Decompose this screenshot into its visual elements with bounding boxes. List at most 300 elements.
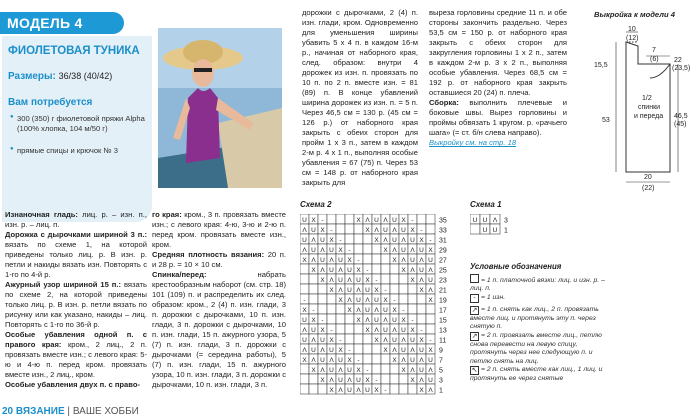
grid-stitch-symbol: Λ <box>383 237 388 244</box>
grid-stitch-symbol: U <box>410 237 415 244</box>
grid-stitch-symbol: X <box>419 287 424 294</box>
grid-stitch-symbol: Λ <box>392 347 397 354</box>
grid-stitch-symbol: U <box>302 317 307 324</box>
grid-stitch-symbol: X <box>401 267 406 274</box>
grid-stitch-symbol: - <box>303 297 306 304</box>
grid-cell <box>336 314 345 324</box>
grid-stitch-symbol: X <box>338 347 343 354</box>
row-number: 19 <box>439 297 447 305</box>
grid-cell <box>336 214 345 224</box>
grid-stitch-symbol: Λ <box>374 307 379 314</box>
scheme1-title: Схема 1 <box>470 200 502 209</box>
grid-cell <box>372 354 381 364</box>
grid-stitch-symbol: U <box>338 357 343 364</box>
row-number: 15 <box>439 317 447 325</box>
row-number: 35 <box>439 217 447 225</box>
grid-cell <box>390 284 399 294</box>
grid-stitch-symbol: - <box>429 337 432 344</box>
grid-stitch-symbol: Λ <box>410 347 415 354</box>
grid-stitch-symbol: Λ <box>392 247 397 254</box>
grid-stitch-symbol: U <box>472 217 478 224</box>
grid-cell <box>345 214 354 224</box>
grid-stitch-symbol: U <box>320 337 325 344</box>
grid-stitch-symbol: Λ <box>428 367 433 374</box>
grid-cell <box>327 314 336 324</box>
grid-stitch-symbol: X <box>320 327 325 334</box>
grid-stitch-symbol: Λ <box>401 237 406 244</box>
grid-stitch-symbol: X <box>347 357 352 364</box>
grid-stitch-symbol: X <box>311 267 316 274</box>
grid-stitch-symbol: U <box>419 367 424 374</box>
grid-stitch-symbol: Λ <box>365 297 370 304</box>
grid-stitch-symbol: X <box>419 337 424 344</box>
dim-shoulder-alt: (6) <box>650 56 659 63</box>
grid-cell <box>318 304 327 314</box>
row-number: 1 <box>439 387 443 395</box>
grid-stitch-symbol: U <box>428 277 433 284</box>
grid-stitch-symbol: X <box>329 237 334 244</box>
grid-stitch-symbol: Λ <box>428 387 433 394</box>
dim-hem-width-alt: (22) <box>642 185 655 192</box>
page-number: 20 <box>2 406 14 417</box>
grid-stitch-symbol: - <box>411 217 414 224</box>
grid-cell <box>309 384 318 394</box>
grid-stitch-symbol: Λ <box>347 377 352 384</box>
row-number: 1 <box>504 227 508 235</box>
grid-stitch-symbol: Λ <box>347 277 352 284</box>
grid-stitch-symbol: U <box>428 377 433 384</box>
row-number: 9 <box>439 347 443 355</box>
dim-neck-width-alt: (12) <box>626 35 639 42</box>
grid-cell <box>300 264 309 274</box>
grid-cell <box>363 254 372 264</box>
grid-stitch-symbol: Λ <box>419 377 424 384</box>
grid-stitch-symbol: U <box>410 357 415 364</box>
grid-cell <box>417 304 426 314</box>
grid-stitch-symbol: Λ <box>383 317 388 324</box>
row-number: 7 <box>439 357 443 365</box>
para-decrease-cont: го края: кром., 3 п. провязать вместе изн.; с левого края: 4-ю, 3-ю и 2-ю п. перед кром. провязать вместе изн., кром. <box>152 210 286 250</box>
grid-cell <box>381 354 390 364</box>
grid-cell <box>300 364 309 374</box>
grid-stitch-symbol: U <box>428 257 433 264</box>
grid-stitch-symbol: U <box>302 217 307 224</box>
grid-stitch-symbol: X <box>410 277 415 284</box>
grid-cell <box>327 294 336 304</box>
grid-stitch-symbol: U <box>338 377 343 384</box>
grid-stitch-symbol: Λ <box>329 357 334 364</box>
grid-stitch-symbol: Λ <box>320 347 325 354</box>
row-number: 11 <box>439 337 447 345</box>
sizes-label: Размеры: <box>8 71 56 82</box>
grid-cell <box>318 384 327 394</box>
grid-cell <box>309 284 318 294</box>
material-item-yarn: ● 300 (350) г фиолетовой пряжи Alpha (100% хлопка, 104 м/50 г) <box>10 114 145 134</box>
grid-stitch-symbol: X <box>356 367 361 374</box>
grid-stitch-symbol: X <box>347 307 352 314</box>
model-banner: МОДЕЛЬ 4 <box>0 12 124 34</box>
grid-stitch-symbol: X <box>302 257 307 264</box>
grid-stitch-symbol: X <box>302 307 307 314</box>
grid-stitch-symbol: X <box>374 387 379 394</box>
grid-stitch-symbol: U <box>392 317 397 324</box>
grid-cell <box>336 224 345 234</box>
grid-stitch-symbol: Λ <box>302 347 307 354</box>
grid-stitch-symbol: X <box>365 327 370 334</box>
grid-cell <box>300 284 309 294</box>
grid-stitch-symbol: Λ <box>311 337 316 344</box>
grid-cell <box>399 294 408 304</box>
grid-cell <box>309 374 318 384</box>
grid-stitch-symbol: U <box>365 287 370 294</box>
instructions-col3: дорожки с дырочками, 2 (4) п. изн. глади, кром. Одновременно для уменьшения ширины убавить 5 х 4 п. в каждом 16-м р., начиная от наборного края, след. образом: внутри 4 дорожек из изн. п. провязать по 10 п. по 2 п. вместе изн. = 81 (89) п. В конце убавлений ширина дорожек из изн. п. = 5 п. Через 46,5 см = 130 р. (45 см = 126 р.) от наборного края закрыть с обеих сторон для пройм 1 х 3 п., затем в каждом 2-м р. 4 х 1 п., выполняя особые убавления = 67 (75) п. Через 53 см = 148 р. от наборного края закрыть для <box>302 8 418 188</box>
material-item-needles: ● прямые спицы и крючок № 3 <box>10 146 145 156</box>
grid-stitch-symbol: Λ <box>302 227 307 234</box>
grid-stitch-symbol: X <box>320 377 325 384</box>
grid-stitch-symbol: X <box>356 267 361 274</box>
assembly-text: выполнить плечевые и боковые швы. Вырез горловины и проймы обвязать 1 кругом. р. «рачьего шага» (= ст. б/н слева направо). <box>429 98 567 138</box>
grid-stitch-symbol: U <box>492 227 498 234</box>
grid-cell <box>470 224 480 234</box>
grid-stitch-symbol: X <box>311 317 316 324</box>
grid-stitch-symbol: Λ <box>401 337 406 344</box>
grid-stitch-symbol: U <box>311 327 316 334</box>
grid-stitch-symbol: U <box>365 387 370 394</box>
scheme2-title: Схема 2 <box>300 200 332 209</box>
grid-stitch-symbol: X <box>383 247 388 254</box>
grid-stitch-symbol: Λ <box>392 327 397 334</box>
grid-cell <box>327 304 336 314</box>
grid-stitch-symbol: - <box>357 257 360 264</box>
grid-stitch-symbol: X <box>338 297 343 304</box>
grid-stitch-symbol: X <box>401 217 406 224</box>
grid-stitch-symbol: X <box>320 277 325 284</box>
grid-stitch-symbol: U <box>311 347 316 354</box>
grid-stitch-symbol: U <box>482 227 488 234</box>
dim-total-length: 53 <box>602 117 610 124</box>
grid-stitch-symbol: U <box>356 297 361 304</box>
grid-stitch-symbol: Λ <box>311 357 316 364</box>
grid-cell <box>408 304 417 314</box>
grid-stitch-symbol: Λ <box>320 247 325 254</box>
dim-shoulder: 7 <box>652 47 656 54</box>
row-number: 33 <box>439 227 447 235</box>
grid-stitch-symbol: U <box>347 387 352 394</box>
grid-stitch-symbol: X <box>311 217 316 224</box>
grid-stitch-symbol: U <box>311 247 316 254</box>
grid-cell <box>426 304 435 314</box>
row-number: 21 <box>439 287 447 295</box>
grid-stitch-symbol: Λ <box>320 267 325 274</box>
grid-cell <box>426 214 435 224</box>
grid-stitch-symbol: - <box>375 277 378 284</box>
grid-stitch-symbol: - <box>348 247 351 254</box>
scheme2-grid <box>300 214 460 407</box>
grid-stitch-symbol: X <box>374 287 379 294</box>
grid-stitch-symbol: X <box>383 297 388 304</box>
grid-stitch-symbol: X <box>428 247 433 254</box>
grid-stitch-symbol: U <box>428 357 433 364</box>
grid-stitch-symbol: Λ <box>347 297 352 304</box>
grid-stitch-symbol: U <box>383 307 388 314</box>
grid-stitch-symbol: U <box>383 227 388 234</box>
grid-stitch-symbol: - <box>429 237 432 244</box>
grid-cell <box>417 214 426 224</box>
grid-stitch-symbol: Λ <box>392 227 397 234</box>
grid-stitch-symbol: U <box>383 327 388 334</box>
grid-cell <box>345 234 354 244</box>
materials-title: Вам потребуется <box>8 97 93 108</box>
grid-cell <box>300 374 309 384</box>
instructions-col2 <box>152 210 286 390</box>
grid-stitch-symbol: Λ <box>419 277 424 284</box>
grid-cell <box>345 314 354 324</box>
label-front: и переда <box>634 113 664 120</box>
grid-cell <box>363 334 372 344</box>
dim-body-length-alt: (45) <box>674 121 687 128</box>
grid-cell <box>363 354 372 364</box>
grid-stitch-symbol: Λ <box>410 247 415 254</box>
grid-stitch-symbol: U <box>401 327 406 334</box>
grid-stitch-symbol: U <box>338 277 343 284</box>
grid-cell <box>372 364 381 374</box>
grid-cell <box>390 364 399 374</box>
grid-cell <box>300 274 309 284</box>
footer-separator: | <box>67 406 71 417</box>
grid-stitch-symbol: X <box>329 337 334 344</box>
grid-stitch-symbol: - <box>321 317 324 324</box>
dim-armhole-height: 15,5 <box>594 62 608 69</box>
grid-stitch-symbol: Λ <box>374 227 379 234</box>
dim-half-width: 22 <box>674 57 682 64</box>
grid-stitch-symbol: U <box>401 247 406 254</box>
grid-stitch-symbol: Λ <box>374 327 379 334</box>
grid-stitch-symbol: - <box>402 307 405 314</box>
grid-cell <box>372 344 381 354</box>
grid-cell <box>381 274 390 284</box>
grid-stitch-symbol: Λ <box>338 387 343 394</box>
grid-cell <box>399 274 408 284</box>
label-half: 1/2 <box>642 95 652 102</box>
grid-stitch-symbol: Λ <box>365 317 370 324</box>
grid-stitch-symbol: - <box>411 317 414 324</box>
row-number: 3 <box>439 377 443 385</box>
grid-stitch-symbol: Λ <box>329 277 334 284</box>
grid-stitch-symbol: - <box>330 327 333 334</box>
grid-stitch-symbol: X <box>374 237 379 244</box>
grid-stitch-symbol: X <box>410 327 415 334</box>
grid-stitch-symbol: U <box>311 227 316 234</box>
legend-item-k2tog-pass: ↗ = 2 п. провязать вместе лиц., петлю снова перевести на левую спицу, протянуть через нее следующую п. и петлю снять на лиц. <box>470 332 602 365</box>
grid-stitch-symbol: - <box>366 267 369 274</box>
grid-stitch-symbol: X <box>410 227 415 234</box>
grid-stitch-symbol: Λ <box>356 307 361 314</box>
row-number: 31 <box>439 237 447 245</box>
grid-cell <box>408 294 417 304</box>
grid-stitch-symbol: U <box>419 267 424 274</box>
grid-stitch-symbol: U <box>347 267 352 274</box>
row-number: 27 <box>439 257 447 265</box>
legend-item-sk2p: ↖ = 2 п. снять вместе как лиц., 1 лиц. и протянуть ее через снятые <box>470 366 603 382</box>
grid-stitch-symbol: Λ <box>329 377 334 384</box>
grid-cell <box>390 374 399 384</box>
para-eyelet-path: Дорожка с дырочками шириной 3 п.: вязать по схеме 1, на которой приведены только лиц. р. В изн. р. петли и накиды вязать изн. Повторять с 1-го по 4-й р. <box>5 230 147 280</box>
row-number: 3 <box>504 217 508 225</box>
grid-stitch-symbol: U <box>482 217 488 224</box>
grid-stitch-symbol: Λ <box>311 237 316 244</box>
grid-stitch-symbol: U <box>392 217 397 224</box>
grid-stitch-symbol: X <box>329 387 334 394</box>
grid-cell <box>354 234 363 244</box>
grid-cell <box>309 294 318 304</box>
grid-cell <box>381 374 390 384</box>
grid-stitch-symbol: U <box>392 237 397 244</box>
grid-stitch-symbol: U <box>329 347 334 354</box>
grid-cell <box>399 284 408 294</box>
grid-cell <box>363 234 372 244</box>
grid-cell <box>318 294 327 304</box>
grid-cell <box>372 244 381 254</box>
grid-stitch-symbol: U <box>329 247 334 254</box>
grid-stitch-symbol: X <box>365 277 370 284</box>
grid-cell <box>390 264 399 274</box>
grid-stitch-symbol: X <box>383 347 388 354</box>
grid-cell <box>354 324 363 334</box>
grid-stitch-symbol: - <box>348 347 351 354</box>
legend-item-purl: - = 1 изн. <box>470 294 610 303</box>
grid-cell <box>372 254 381 264</box>
grid-stitch-symbol: X <box>365 377 370 384</box>
grid-stitch-symbol: X <box>347 257 352 264</box>
grid-stitch-symbol: U <box>338 257 343 264</box>
grid-stitch-symbol: U <box>419 247 424 254</box>
grid-stitch-symbol: U <box>365 307 370 314</box>
grid-stitch-symbol: U <box>320 237 325 244</box>
grid-stitch-symbol: - <box>330 227 333 234</box>
grid-stitch-symbol: Λ <box>302 247 307 254</box>
grid-stitch-symbol: Λ <box>311 257 316 264</box>
grid-stitch-symbol: Λ <box>329 257 334 264</box>
grid-cell <box>354 224 363 234</box>
para-reverse-stockinette: Изнаночная гладь: лиц. р. – изн. п., изн. р. – лиц. п. <box>5 210 147 230</box>
grid-stitch-symbol: Λ <box>428 287 433 294</box>
sizes <box>8 70 112 83</box>
row-number: 29 <box>439 247 447 255</box>
grid-stitch-symbol: X <box>302 357 307 364</box>
instructions-col4 <box>429 8 567 148</box>
grid-cell <box>354 244 363 254</box>
grid-stitch-symbol: X <box>392 257 397 264</box>
grid-stitch-symbol: Λ <box>365 217 370 224</box>
grid-stitch-symbol: Λ <box>338 367 343 374</box>
grid-stitch-symbol: Λ <box>383 217 388 224</box>
model-photo <box>158 28 282 188</box>
grid-stitch-symbol: - <box>384 287 387 294</box>
grid-stitch-symbol: - <box>420 327 423 334</box>
grid-cell <box>345 324 354 334</box>
grid-cell <box>354 334 363 344</box>
grid-cell <box>381 264 390 274</box>
grid-cell <box>336 304 345 314</box>
grid-stitch-symbol: Λ <box>419 257 424 264</box>
grid-stitch-symbol: - <box>357 357 360 364</box>
legend-item-garter: = 1 п. платочной вязки: лиц. и изн. р. – лиц. п. <box>470 274 610 294</box>
grid-stitch-symbol: - <box>339 337 342 344</box>
grid-cell <box>381 254 390 264</box>
grid-stitch-symbol: X <box>401 317 406 324</box>
grid-stitch-symbol: - <box>339 237 342 244</box>
grid-stitch-symbol: X <box>329 287 334 294</box>
grid-stitch-symbol: U <box>401 227 406 234</box>
grid-stitch-symbol: - <box>366 367 369 374</box>
grid-stitch-symbol: X <box>419 387 424 394</box>
grid-cell <box>399 374 408 384</box>
dim-body-length: 46,5 <box>674 113 688 120</box>
grid-stitch-symbol: U <box>329 367 334 374</box>
grid-stitch-symbol: U <box>302 237 307 244</box>
instructions-col1 <box>5 210 147 390</box>
para-back-front: Спинка/перед: набрать крестообразным наборот (см. стр. 18) 101 (109) п. и распределить их след. образом: кром., 2 (4) п. изн. глади, 3 п. дорожки с дырочками, 10 п. изн. глади, 3 п. дорожки с дырочками, 10 п. изн. глади, 15 п. ажурного узора, 5 (7) п. изн. глади, 3 п. дорожки с дырочками (= середина работы), 5 (7) п. изн. глади, 15 п. ажурного узора, 10 п. изн. глади, 3 п. дорожки с дырочками, 10 п. изн. глади, 3 п. <box>152 270 286 390</box>
grid-stitch-symbol: - <box>321 217 324 224</box>
grid-stitch-symbol: U <box>329 267 334 274</box>
grid-stitch-symbol: U <box>392 337 397 344</box>
row-number: 17 <box>439 307 447 315</box>
grid-stitch-symbol: U <box>356 377 361 384</box>
grid-stitch-symbol: X <box>338 247 343 254</box>
grid-stitch-symbol: Λ <box>383 337 388 344</box>
grid-stitch-symbol: U <box>302 337 307 344</box>
magazine-title: ВЯЗАНИЕ <box>15 406 65 417</box>
grid-stitch-symbol: X <box>428 347 433 354</box>
grid-stitch-symbol: - <box>393 297 396 304</box>
grid-cell <box>426 224 435 234</box>
para-single-decrease: Особые убавления одной п. с правого края: кром., 2 лиц., 2 п. провязать вместе изн.; с левого края: 5-ю и 4-ю п. перед кром. провязать вместе изн., 2 лиц., кром. <box>5 330 147 380</box>
legend-item-skp: ↗ = 1 п. снять как лиц., 2 п. провязать вместе лиц. и протянуть эту п. через снятую п. <box>470 306 599 331</box>
grid-cell <box>426 324 435 334</box>
grid-stitch-symbol: - <box>384 387 387 394</box>
grid-cell <box>345 334 354 344</box>
page-footer <box>2 405 139 417</box>
grid-stitch-symbol: Λ <box>428 267 433 274</box>
grid-stitch-symbol: X <box>392 357 397 364</box>
grid-stitch-symbol: U <box>374 217 379 224</box>
pattern-link[interactable]: Выкройку см. на стр. 18 <box>429 138 517 148</box>
dim-neck-width: 10 <box>628 26 636 33</box>
grid-stitch-symbol: X <box>374 337 379 344</box>
grid-cell <box>336 324 345 334</box>
grid-cell <box>300 384 309 394</box>
magazine-subtitle: ВАШЕ ХОББИ <box>72 406 139 417</box>
grid-stitch-symbol: U <box>320 257 325 264</box>
grid-stitch-symbol: U <box>419 347 424 354</box>
grid-stitch-symbol: Λ <box>401 357 406 364</box>
legend-title: Условные обозначения <box>470 262 562 271</box>
grid-stitch-symbol: Λ <box>320 367 325 374</box>
grid-stitch-symbol: U <box>401 347 406 354</box>
neckline-text: выреза горловины средние 11 п. и обе стороны закончить раздельно. Через 53,5 см = 150 р. от наборного края закрыть с обеих сторон для закругления горловины 1 х 2 п., затем в каждом 2-м р. 3 х 2 п., выполняя особые убавления. Через 68,5 см = 192 р. от наборного края закрыть оставшиеся 20 (24) п. плеча. <box>429 8 567 98</box>
grid-cell <box>417 294 426 304</box>
grid-cell <box>309 274 318 284</box>
grid-stitch-symbol: U <box>410 257 415 264</box>
grid-cell <box>408 384 417 394</box>
grid-cell <box>363 244 372 254</box>
grid-stitch-symbol: Λ <box>419 357 424 364</box>
grid-stitch-symbol: X <box>428 297 433 304</box>
grid-stitch-symbol: U <box>374 297 379 304</box>
pattern-title: Выкройка к модели 4 <box>594 10 675 19</box>
grid-cell <box>354 344 363 354</box>
grid-stitch-symbol: Λ <box>401 257 406 264</box>
